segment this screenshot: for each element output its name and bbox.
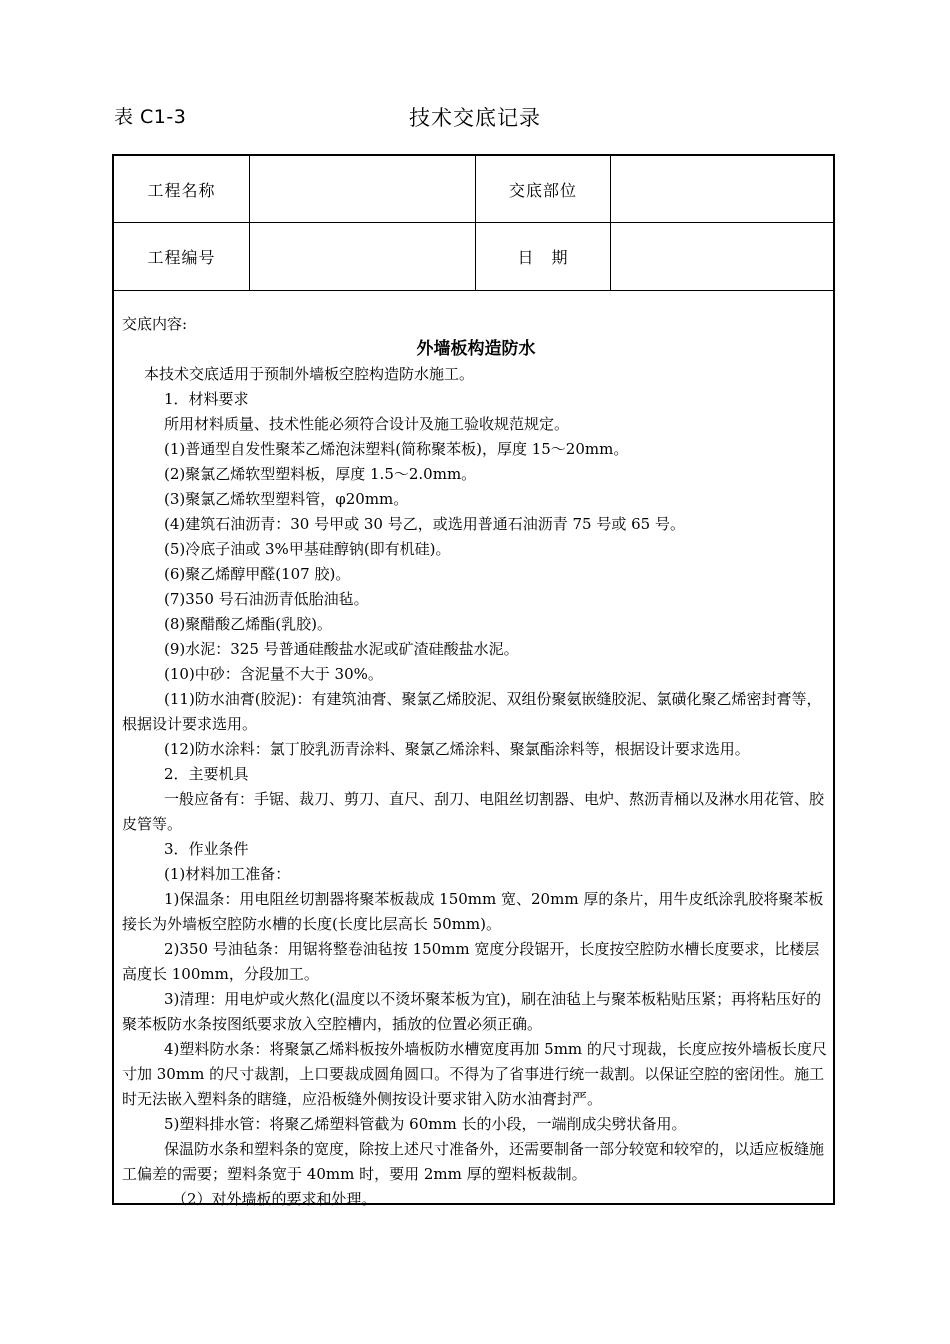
list-item: (10)中砂：含泥量不大于 30%。: [164, 665, 383, 683]
form-number: 表 C1-3: [114, 106, 187, 128]
list-item: 1)保温条：用电阻丝切割器将聚苯板裁成 150mm 宽、20mm 厚的条片，用牛皮纸涂乳胶将聚苯板接长为外墙板空腔防水槽的长度(长度比层高长 50mm)。: [122, 890, 824, 933]
paragraph: 保温防水条和塑料条的宽度，除按上述尺寸准备外，还需要制备一部分较宽和较窄的，以适应板缝施工偏差的需要；塑料条宽于 40mm 时，要用 2mm 厚的塑料板裁制。: [122, 1140, 825, 1183]
heading-conditions: 3．作业条件: [164, 840, 249, 858]
list-item: (8)聚醋酸乙烯酯(乳胶)。: [164, 615, 332, 633]
paragraph: 一般应备有：手锯、裁刀、剪刀、直尺、刮刀、电阻丝切割器、电炉、熬沥青桶以及淋水用花管、胶皮管等。: [122, 790, 825, 833]
heading-tools: 2．主要机具: [164, 765, 249, 783]
handover-part-field[interactable]: [611, 156, 833, 222]
date-label: 日 期: [517, 247, 569, 267]
handover-content: [122, 312, 830, 1212]
list-item: 3)清理：用电炉或火熬化(温度以不烫坏聚苯板为宜)，刷在油毡上与聚苯板粘贴压紧；再将粘压好的聚苯板防水条按图纸要求放入空腔槽内，插放的位置必须正确。: [122, 990, 822, 1033]
list-item: (1)材料加工准备：: [164, 865, 291, 883]
list-item: (5)冷底子油或 3%甲基硅醇钠(即有机硅)。: [164, 540, 451, 558]
list-item: (7)350 号石油沥青低胎油毡。: [164, 590, 369, 608]
project-name-field[interactable]: [250, 156, 475, 222]
date-field[interactable]: [611, 223, 833, 289]
list-item: (4)建筑石油沥青：30 号甲或 30 号乙，或选用普通石油沥青 75 号或 65 号。: [164, 515, 685, 533]
list-item: (9)水泥：325 号普通硅酸盐水泥或矿渣硅酸盐水泥。: [164, 640, 519, 658]
document-title: 技术交底记录: [409, 106, 541, 130]
list-item: （2）对外墙板的要求和处理。: [172, 1190, 377, 1208]
list-item: 5)塑料排水管：将聚乙烯塑料管截为 60mm 长的小段，一端削成尖劈状备用。: [164, 1115, 687, 1133]
paragraph: 所用材料质量、技术性能必须符合设计及施工验收规范规定。: [164, 415, 570, 433]
project-number-field[interactable]: [250, 223, 475, 289]
list-item: (11)防水油膏(胶泥)：有建筑油膏、聚氯乙烯胶泥、双组份聚氨嵌缝胶泥、氯磺化聚乙烯密封膏等，根据设计要求选用。: [122, 690, 822, 733]
list-item: (1)普通型自发性聚苯乙烯泡沫塑料(简称聚苯板)，厚度 15～20mm。: [164, 440, 629, 458]
content-label: 交底内容:: [122, 315, 188, 333]
project-name-label: 工程名称: [147, 180, 216, 200]
handover-part-label: 交底部位: [508, 180, 577, 200]
paragraph: 本技术交底适用于预制外墙板空腔构造防水施工。: [144, 365, 475, 383]
list-item: (3)聚氯乙烯软型塑料管，φ20mm。: [164, 490, 409, 508]
heading-materials: 1．材料要求: [164, 390, 249, 408]
list-item: (12)防水涂料：氯丁胶乳沥青涂料、聚氯乙烯涂料、聚氯酯涂料等，根据设计要求选用。: [164, 740, 750, 758]
record-form: [112, 154, 835, 1208]
list-item: 4)塑料防水条：将聚氯乙烯料板按外墙板防水槽宽度再加 5mm 的尺寸现裁，长度应按外墙板长度尺寸加 30mm 的尺寸裁割，上口要裁成圆角圆口。不得为了省事进行统一裁割。以保证空腔的密闭性。施工时无法嵌入塑料条的瞎缝，应沿板缝外侧按设计要求钳入防水油膏封严。: [122, 1040, 827, 1108]
section-title: 外墙板构造防水: [416, 339, 536, 359]
list-item: (6)聚乙烯醇甲醛(107 胶)。: [164, 565, 351, 583]
list-item: 2)350 号油毡条：用锯将整卷油毡按 150mm 宽度分段锯开，长度按空腔防水槽长度要求，比楼层高度长 100mm，分段加工。: [122, 940, 820, 983]
project-number-label: 工程编号: [147, 247, 216, 267]
row-divider: [114, 290, 833, 291]
list-item: (2)聚氯乙烯软型塑料板，厚度 1.5～2.0mm。: [164, 465, 477, 483]
